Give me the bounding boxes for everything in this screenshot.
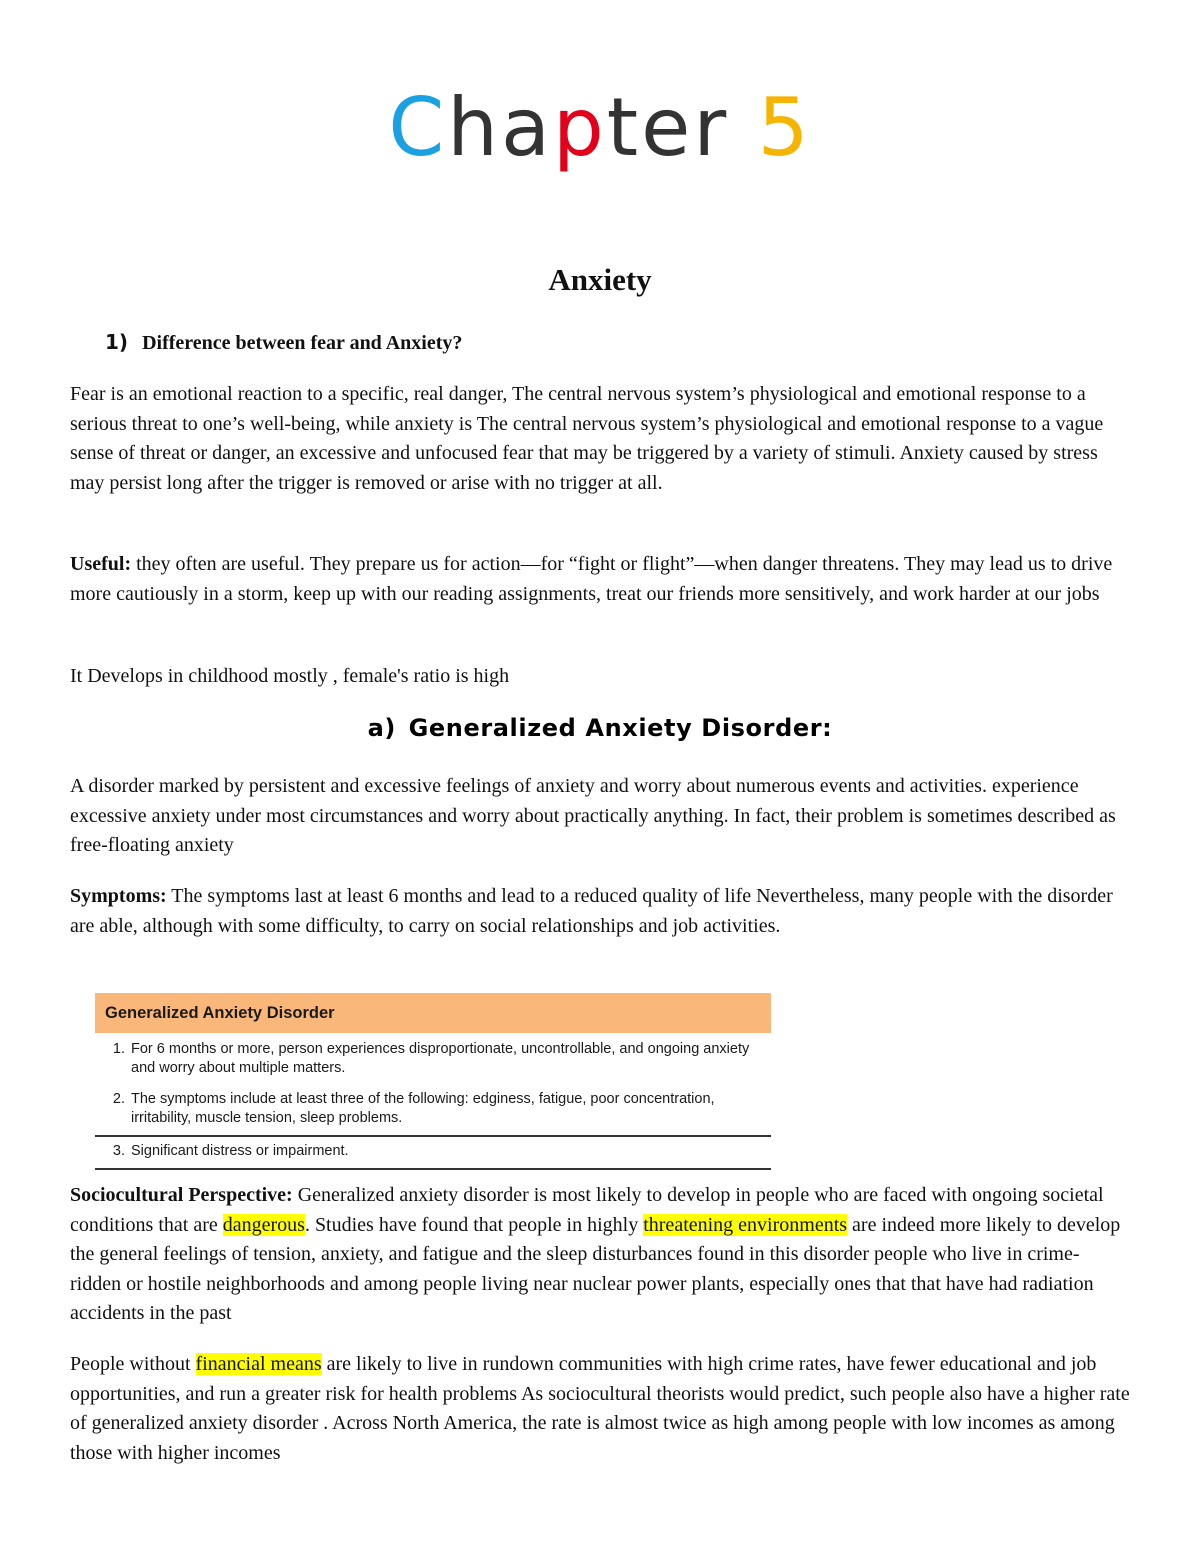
sociocultural-text: are indeed more likely to develop the general feelings of tension, anxiety, and fatigue and the sleep disturbances found in this disorder people who live in crime- ridden or hostile neighborhoods and among people living near nuclear power plants, especially ones that that have had radiation accidents in the past (70, 1213, 1121, 1324)
gad-table-header: Generalized Anxiety Disorder (95, 993, 771, 1033)
useful-label: Useful: (70, 553, 132, 575)
sociocultural-text: . Studies have found that people in highly (304, 1213, 644, 1236)
useful-text: they often are useful. They prepare us for action—for “fight or flight”—when danger threatens. They may lead us to drive more cautiously in a storm, keep up with our reading assignments, treat our friends more sensitively, and work harder at our jobs (70, 553, 1113, 605)
chapter-title-letter: e (641, 81, 694, 174)
chapter-title-letter: p (552, 81, 607, 174)
chapter-title-letter: 5 (757, 81, 812, 174)
highlight-financial-means: financial means (195, 1353, 322, 1375)
sociocultural-text: Generalized anxiety disorder is most likely to develop in people who are faced with ongoing societal conditions that are (70, 1184, 1104, 1236)
row-text: The symptoms include at least three of the following: edginess, fatigue, poor concentration, irritability, muscle tension, sleep problems. (131, 1091, 715, 1126)
symptoms-label: Symptoms: (70, 885, 167, 907)
row-number: 2. (112, 1091, 125, 1107)
sociocultural-label: Sociocultural Perspective: (70, 1184, 293, 1206)
chapter-title-letter (729, 78, 757, 178)
question-heading (105, 330, 462, 355)
sociocultural-paragraph (70, 1181, 1132, 1329)
chapter-title-letter: h (447, 81, 501, 174)
section-heading: Anxiety (548, 262, 652, 297)
fear-paragraph: Fear is an emotional reaction to a specific, real danger, The central nervous system’s physiological and emotional response to a serious threat to one’s well-being, while anxiety is The central nervous system’s physiological and emotional response to a vague sense of threat or danger, an excessive and unfocused fear that may be triggered by a variety of stimuli. Anxiety caused by stress may persist long after the trigger is removed or arise with no trigger at all. (70, 383, 1104, 494)
chapter-title-letter: r (693, 81, 730, 174)
table-row (95, 1135, 771, 1170)
chapter-title-letter: C (388, 81, 448, 174)
row-number: 1. (112, 1041, 125, 1057)
symptoms-paragraph (70, 882, 1132, 941)
chapter-title (0, 78, 1200, 178)
financial-paragraph (70, 1350, 1132, 1468)
chapter-title-letter: t (606, 81, 642, 174)
gad-heading: a) Generalized Anxiety Disorder: (367, 714, 833, 742)
useful-paragraph (70, 550, 1132, 609)
table-row (95, 1033, 771, 1083)
financial-text: are likely to live in rundown communities with high crime rates, have fewer educational and job opportunities, and run a greater risk for health problems As sociocultural theorists would predict, such people also have a higher rate of generalized anxiety disorder . Across North America, the rate is almost twice as high among people with low incomes as among those with higher incomes (70, 1353, 1130, 1464)
row-number: 3. (112, 1143, 125, 1159)
table-row (95, 1083, 771, 1133)
financial-text: People without (70, 1353, 196, 1375)
highlight-threatening-environments: threatening environments (643, 1213, 848, 1236)
question-number: 1) (105, 330, 129, 354)
chapter-title-letter: a (500, 81, 553, 174)
row-text: For 6 months or more, person experiences disproportionate, uncontrollable, and ongoing anxiety and worry about multiple matters. (131, 1041, 750, 1076)
question-text: Difference between fear and Anxiety? (142, 332, 463, 354)
develops-paragraph: It Develops in childhood mostly , female's ratio is high (70, 665, 510, 687)
gad-definition: A disorder marked by persistent and excessive feelings of anxiety and worry about numerous events and activities. experience excessive anxiety under most circumstances and worry about practically anything. In fact, their problem is sometimes described as free-floating anxiety (70, 775, 1116, 856)
highlight-dangerous: dangerous (222, 1213, 305, 1236)
symptoms-text: The symptoms last at least 6 months and lead to a reduced quality of life Nevertheless, many people with the disorder are able, although with some difficulty, to carry on social relationships and job activities. (70, 885, 1113, 937)
gad-criteria-table (95, 993, 771, 1170)
row-text: Significant distress or impairment. (131, 1143, 349, 1159)
